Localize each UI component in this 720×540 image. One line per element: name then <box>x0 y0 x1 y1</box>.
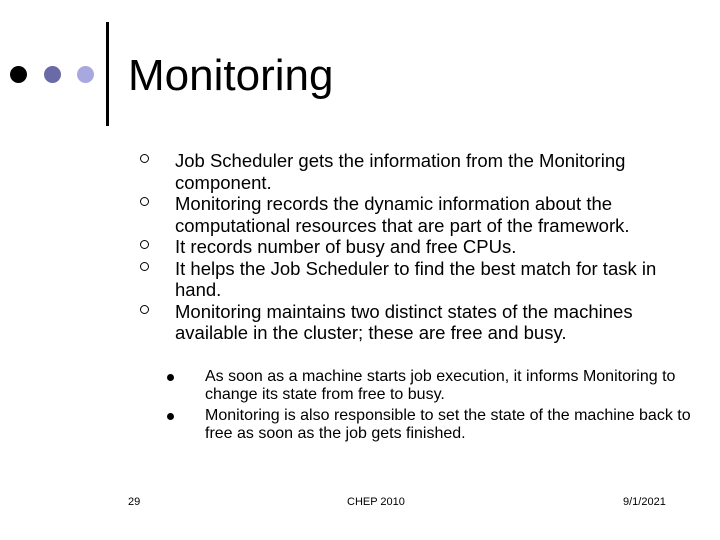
title-divider <box>106 22 109 126</box>
sub-bullet-item <box>167 368 697 404</box>
bullet-item <box>140 236 700 258</box>
sub-bullet-text: Monitoring is also responsible to set the state of the machine back to free as soon as the job gets finished. <box>205 407 691 442</box>
bullet-text: Job Scheduler gets the information from the Monitoring component. <box>175 150 626 193</box>
dot-icon <box>10 66 27 83</box>
bullet-list <box>140 150 700 344</box>
sub-bullet-list <box>167 368 697 446</box>
bullet-item <box>140 301 700 344</box>
dot-icon <box>77 66 94 83</box>
hollow-circle-bullet-icon <box>140 262 149 271</box>
hollow-circle-bullet-icon <box>140 154 149 163</box>
slide-title: Monitoring <box>128 51 334 100</box>
bullet-text: It records number of busy and free CPUs. <box>175 236 517 257</box>
bullet-text: Monitoring records the dynamic information about the computational resources that are part of the framework. <box>175 193 630 236</box>
footer-center-text: CHEP 2010 <box>347 496 405 508</box>
filled-circle-bullet-icon <box>167 413 174 420</box>
sub-bullet-text: As soon as a machine starts job execution, it informs Monitoring to change its state from free to busy. <box>205 368 676 403</box>
page-number: 29 <box>128 496 141 508</box>
bullet-item <box>140 150 700 193</box>
hollow-circle-bullet-icon <box>140 305 149 314</box>
bullet-text: Monitoring maintains two distinct states of the machines available in the cluster; these are free and busy. <box>175 300 633 343</box>
footer-date: 9/1/2021 <box>623 496 666 508</box>
dot-icon <box>44 66 61 83</box>
bullet-text: It helps the Job Scheduler to find the best match for task in hand. <box>175 257 657 300</box>
sub-bullet-item <box>167 407 697 443</box>
hollow-circle-bullet-icon <box>140 197 149 206</box>
filled-circle-bullet-icon <box>167 374 174 381</box>
bullet-item <box>140 258 700 301</box>
bullet-item <box>140 193 700 236</box>
hollow-circle-bullet-icon <box>140 240 149 249</box>
